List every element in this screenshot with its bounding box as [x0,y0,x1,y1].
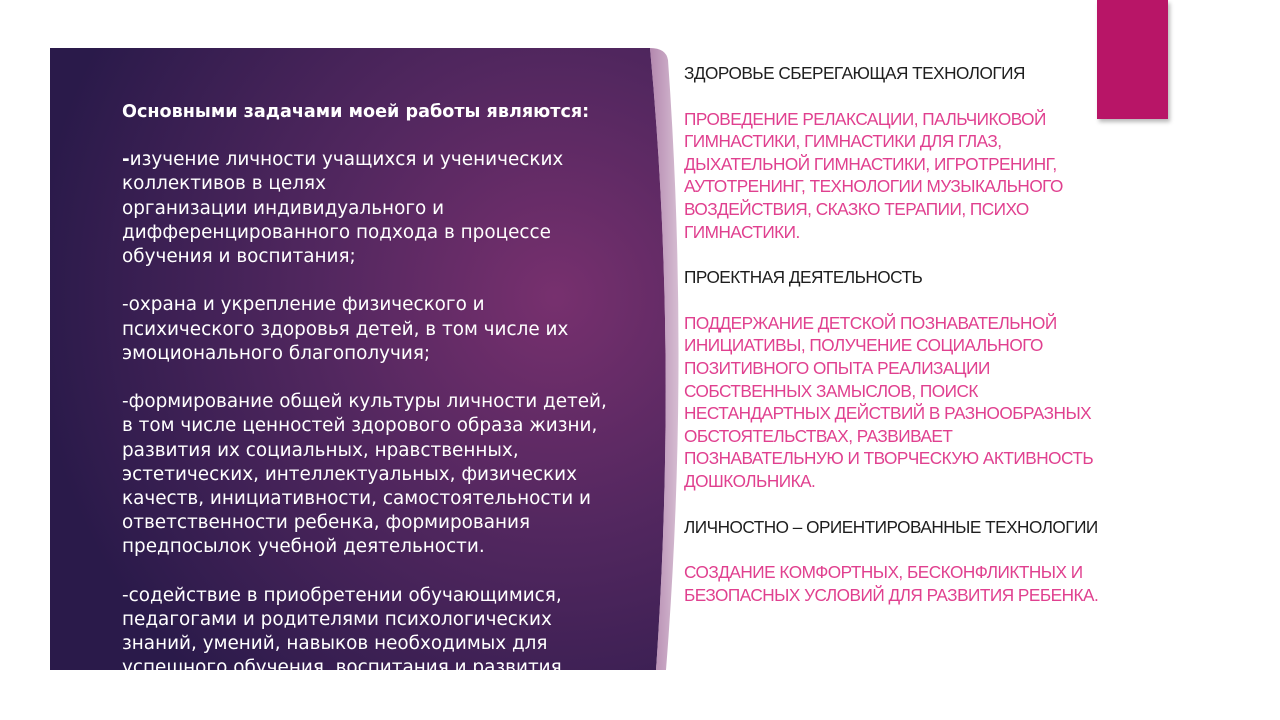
task-line-text: формирование общей культуры личности детей, [128,391,607,413]
text-line: СОБСТВЕННЫХ ЗАМЫСЛОВ, ПОИСК [684,380,978,401]
task-line [122,584,682,608]
text-line: СОЗДАНИЕ КОМФОРТНЫХ, БЕСКОНФЛИКТНЫХ И [684,562,1083,583]
task-line [122,390,682,414]
task-dash: - [122,584,129,606]
task-line [122,656,682,680]
task-line-text: педагогами и родителями психологических [122,609,552,631]
technology-description [684,312,1154,493]
task-line-text: качеств, инициативности, самостоятельности и [122,488,591,510]
text-line: ИНИЦИАТИВЫ, ПОЛУЧЕНИЕ СОЦИАЛЬНОГО [684,335,1043,356]
technology-title [684,516,1154,539]
task-line [122,293,682,317]
task-line [122,608,682,632]
technologies-list [684,62,1154,629]
task-line [122,172,682,196]
task-line [122,414,682,438]
technology-description [684,108,1154,244]
task-line-text: организации индивидуального и [122,197,445,219]
technology-description [684,561,1154,606]
task-line-text: предпосылок учебной деятельности. [122,536,485,558]
task-line-text: в том числе ценностей здорового образа жизни, [122,415,598,437]
task-item [122,390,682,559]
task-line-text: охрана и укрепление физического и [128,294,485,316]
task-dash: - [122,149,130,171]
task-line [122,463,682,487]
text-line: НЕСТАНДАРТНЫХ ДЕЙСТВИЙ В РАЗНООБРАЗНЫХ [684,403,1092,424]
task-line [122,245,682,269]
task-line [122,148,682,172]
task-line-text: психического здоровья детей, в том числе их [122,318,569,340]
task-item [122,148,682,269]
task-line-text: эмоционального благополучия; [122,342,431,364]
task-line [122,632,682,656]
text-line: ДЫХАТЕЛЬНОЙ ГИМНАСТИКИ, ИГРОТРЕНИНГ, [684,153,1057,174]
technology-title [684,266,1154,289]
text-line: АУТОТРЕНИНГ, ТЕХНОЛОГИИ МУЗЫКАЛЬНОГО [684,176,1063,197]
purple-text-panel [50,48,680,679]
task-line [122,221,682,245]
task-dash: - [122,391,129,413]
text-line: ОБСТОЯТЕЛЬСТВАХ, РАЗВИВАЕТ [684,425,953,446]
tasks-heading: Основными задачами моей работы являются: [122,102,590,122]
text-line: ПОЗНАВАТЕЛЬНУЮ И ТВОРЧЕСКУЮ АКТИВНОСТЬ [684,448,1094,469]
text-line: ЗДОРОВЬЕ СБЕРЕГАЮЩАЯ ТЕХНОЛОГИЯ [684,63,1025,83]
text-line: ПРОЕКТНАЯ ДЕЯТЕЛЬНОСТЬ [684,267,923,288]
task-line [122,535,682,559]
task-line-text: изучение личности учащихся и ученических [129,149,564,171]
task-line-text: содействие в приобретении обучающимися, [128,584,562,606]
task-line [122,511,682,535]
text-line: БЕЗОПАСНЫХ УСЛОВИЙ ДЛЯ РАЗВИТИЯ РЕБЕНКА. [684,584,1099,605]
text-line: ГИМНАСТИКИ. [684,221,800,242]
task-line-text: ответственности ребенка, формирования [122,512,531,534]
text-line: ПРОВЕДЕНИЕ РЕЛАКСАЦИИ, ПАЛЬЧИКОВОЙ [684,108,1046,129]
text-line: ГИМНАСТИКИ, ГИМНАСТИКИ ДЛЯ ГЛАЗ, [684,131,1002,152]
text-line: ПОДДЕРЖАНИЕ ДЕТСКОЙ ПОЗНАВАТЕЛЬНОЙ [684,312,1057,333]
left-text-block [122,100,682,681]
text-line: ПОЗИТИВНОГО ОПЫТА РЕАЛИЗАЦИИ [684,357,990,378]
task-item [122,584,682,681]
task-line-text: дифференцированного подхода в процессе [122,221,551,243]
text-line: ВОЗДЕЙСТВИЯ, СКАЗКО ТЕРАПИИ, ПСИХО [684,198,1029,219]
task-line [122,342,682,366]
task-line-text: успешного обучения, воспитания и развития. [122,657,568,679]
text-line: ЛИЧНОСТНО – ОРИЕНТИРОВАННЫЕ ТЕХНОЛОГИИ [684,516,1098,537]
task-line-text: обучения и воспитания; [122,246,356,268]
task-line-text: знаний, умений, навыков необходимых для [122,633,548,655]
task-line [122,318,682,342]
task-dash: - [122,294,129,316]
task-line-text: коллективов в целях [122,173,326,195]
task-line [122,487,682,511]
task-line [122,197,682,221]
technology-title [684,62,1154,85]
task-line [122,439,682,463]
task-line-text: эстетических, интеллектуальных, физических [122,463,577,485]
text-line: ДОШКОЛЬНИКА. [684,470,816,491]
task-line-text: развития их социальных, нравственных, [122,439,519,461]
task-item [122,293,682,366]
